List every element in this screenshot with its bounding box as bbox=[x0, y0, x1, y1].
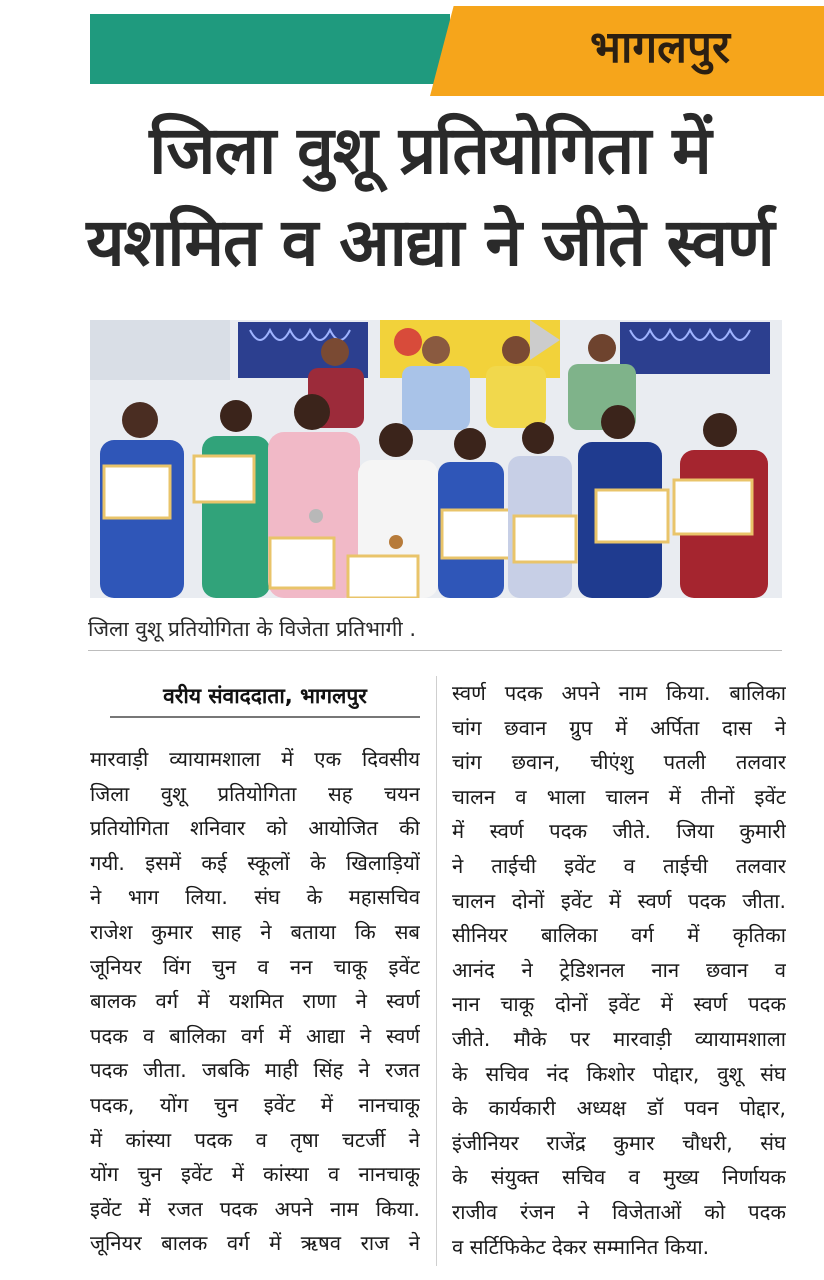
article-column-right bbox=[452, 676, 786, 1264]
article-line: चालन दोनों इवेंट में स्वर्ण पदक जीता. bbox=[452, 888, 786, 913]
headline-line-1: जिला वुशू प्रतियोगिता में bbox=[149, 112, 711, 189]
article-line: चालन व भाला चालन में तीनों इवेंट bbox=[452, 784, 786, 809]
article-line: मारवाड़ी व्यायामशाला में एक दिवसीय bbox=[90, 747, 420, 771]
article-column-left bbox=[90, 742, 420, 1261]
section-label: भागलपुर bbox=[590, 22, 730, 73]
article-line: पदक, योंग चुन इवेंट में नानचाकू bbox=[90, 1092, 420, 1117]
article-line: योंग चुन इवेंट में कांस्या व नानचाकू bbox=[90, 1162, 420, 1187]
article-line: बालक वर्ग में यशमित राणा ने स्वर्ण bbox=[90, 989, 420, 1014]
winners-photo-illustration bbox=[90, 320, 782, 598]
winners-photo bbox=[90, 320, 782, 598]
article-line: आनंद ने ट्रेडिशनल नान छवान व bbox=[452, 957, 786, 982]
article-line: के कार्यकारी अध्यक्ष डॉ पवन पोद्दार, bbox=[452, 1096, 786, 1121]
article-line: चांग छवान, चीएंशु पतली तलवार bbox=[452, 750, 786, 775]
article-line: प्रतियोगिता शनिवार को आयोजित की bbox=[90, 816, 420, 841]
photo-caption: जिला वुशू प्रतियोगिता के विजेता प्रतिभागी . bbox=[88, 617, 417, 641]
article-line: पदक जीता. जबकि माही सिंह ने रजत bbox=[90, 1058, 420, 1083]
headline-line-2: यशमित व आद्या ने जीते स्वर्ण bbox=[86, 204, 774, 281]
banner-green-strip bbox=[90, 14, 450, 84]
article-line: के संयुक्त सचिव व मुख्य निर्णायक bbox=[452, 1165, 786, 1190]
article-line: ने भाग लिया. संघ के महासचिव bbox=[90, 885, 420, 910]
article-line: में कांस्या पदक व तृषा चटर्जी ने bbox=[90, 1127, 420, 1152]
article-line: जिला वुशू प्रतियोगिता सह चयन bbox=[90, 781, 420, 806]
article-line: जूनियर विंग चुन व नन चाकू इवेंट bbox=[90, 954, 420, 979]
article-line: व सर्टिफिकेट देकर सम्मानित किया. bbox=[452, 1234, 710, 1259]
article-line: जीते. मौके पर मारवाड़ी व्यायामशाला bbox=[452, 1026, 786, 1051]
headline bbox=[60, 105, 800, 289]
column-divider bbox=[436, 676, 437, 1266]
article-line: राजीव रंजन ने विजेताओं को पदक bbox=[452, 1199, 786, 1224]
article-line: चांग छवान ग्रुप में अर्पिता दास ने bbox=[452, 715, 786, 740]
article-line: नान चाकू दोनों इवेंट में स्वर्ण पदक bbox=[452, 992, 786, 1017]
article-line: जूनियर बालक वर्ग में ऋषव राज ने bbox=[90, 1231, 420, 1256]
article-line: गयी. इसमें कई स्कूलों के खिलाड़ियों bbox=[90, 850, 420, 875]
article-line: पदक व बालिका वर्ग में आद्या ने स्वर्ण bbox=[90, 1023, 420, 1048]
article-line: राजेश कुमार साह ने बताया कि सब bbox=[90, 919, 420, 944]
caption-divider bbox=[88, 650, 782, 651]
article-line: सीनियर बालिका वर्ग में कृतिका bbox=[452, 923, 786, 948]
article-line: के सचिव नंद किशोर पोद्दार, वुशू संघ bbox=[452, 1061, 786, 1086]
byline: वरीय संवाददाता, भागलपुर bbox=[163, 684, 367, 708]
article-line: में स्वर्ण पदक जीते. जिया कुमारी bbox=[452, 819, 786, 844]
article-line: ने ताईची इवेंट व ताईची तलवार bbox=[452, 853, 786, 878]
article-line: इंजीनियर राजेंद्र कुमार चौधरी, संघ bbox=[452, 1130, 786, 1155]
article-line: स्वर्ण पदक अपने नाम किया. बालिका bbox=[452, 681, 786, 705]
article-line: इवेंट में रजत पदक अपने नाम किया. bbox=[90, 1196, 420, 1221]
byline-underline bbox=[110, 716, 420, 718]
